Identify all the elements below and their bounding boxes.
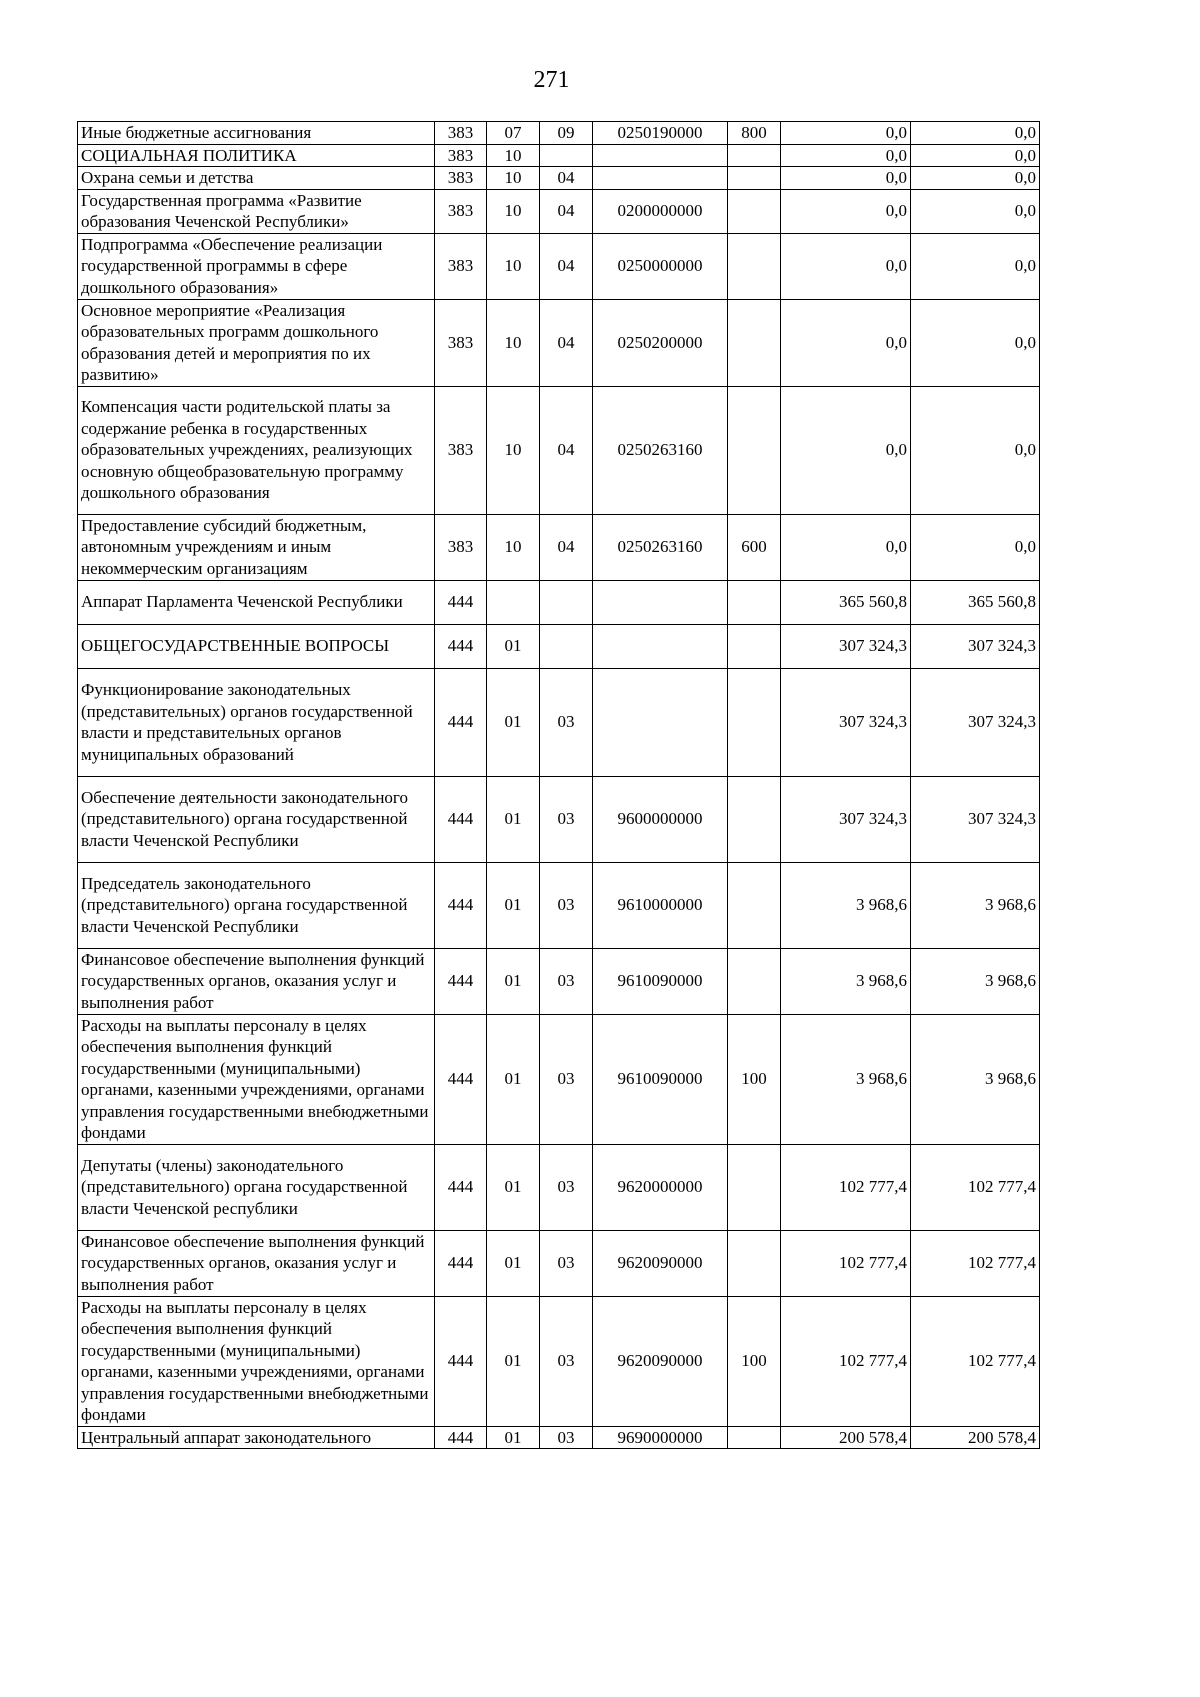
cell-section: 01 xyxy=(487,1230,540,1296)
cell-name: Председатель законодательного (представительного) органа государственной власти Чеченской Республики xyxy=(78,862,435,948)
cell-amount-1: 0,0 xyxy=(781,299,911,386)
cell-amount-1: 0,0 xyxy=(781,144,911,167)
cell-expense-type xyxy=(728,299,781,386)
cell-expense-type xyxy=(728,776,781,862)
cell-admin-code: 444 xyxy=(435,1144,487,1230)
cell-expense-type xyxy=(728,233,781,299)
cell-section: 01 xyxy=(487,1296,540,1426)
cell-target-article: 0250263160 xyxy=(593,386,728,514)
cell-subsection: 03 xyxy=(540,1296,593,1426)
cell-expense-type xyxy=(728,386,781,514)
table-row xyxy=(78,233,1040,299)
cell-subsection: 03 xyxy=(540,1426,593,1449)
cell-amount-2: 102 777,4 xyxy=(911,1296,1040,1426)
cell-amount-2: 0,0 xyxy=(911,167,1040,190)
cell-admin-code: 444 xyxy=(435,668,487,776)
cell-amount-1: 307 324,3 xyxy=(781,776,911,862)
cell-name: Расходы на выплаты персоналу в целях обеспечения выполнения функций государственными (муниципальными) органами, казенными учреждениями, органами управления государственными внебюджетными фондами xyxy=(78,1014,435,1144)
cell-target-article xyxy=(593,624,728,668)
cell-name: СОЦИАЛЬНАЯ ПОЛИТИКА xyxy=(78,144,435,167)
table-row xyxy=(78,189,1040,233)
cell-amount-1: 0,0 xyxy=(781,122,911,145)
cell-expense-type xyxy=(728,144,781,167)
cell-expense-type xyxy=(728,948,781,1014)
cell-section: 01 xyxy=(487,624,540,668)
cell-amount-2: 0,0 xyxy=(911,386,1040,514)
table-row xyxy=(78,1230,1040,1296)
cell-admin-code: 444 xyxy=(435,862,487,948)
cell-subsection: 04 xyxy=(540,233,593,299)
cell-amount-1: 3 968,6 xyxy=(781,862,911,948)
cell-subsection: 03 xyxy=(540,1144,593,1230)
cell-name: Подпрограмма «Обеспечение реализации государственной программы в сфере дошкольного образования» xyxy=(78,233,435,299)
cell-admin-code: 383 xyxy=(435,514,487,580)
cell-subsection: 03 xyxy=(540,1230,593,1296)
table-body xyxy=(78,122,1040,1449)
cell-target-article: 9620000000 xyxy=(593,1144,728,1230)
cell-target-article: 0250263160 xyxy=(593,514,728,580)
cell-target-article: 9610000000 xyxy=(593,862,728,948)
cell-admin-code: 444 xyxy=(435,948,487,1014)
cell-subsection: 03 xyxy=(540,948,593,1014)
cell-expense-type xyxy=(728,624,781,668)
table-row xyxy=(78,1426,1040,1449)
cell-amount-2: 102 777,4 xyxy=(911,1230,1040,1296)
cell-name: Функционирование законодательных (представительных) органов государственной власти и представительных органов муниципальных образований xyxy=(78,668,435,776)
cell-subsection xyxy=(540,144,593,167)
table-row xyxy=(78,1296,1040,1426)
page-number: 271 xyxy=(533,67,570,93)
cell-name: Центральный аппарат законодательного xyxy=(78,1426,435,1449)
cell-admin-code: 444 xyxy=(435,624,487,668)
cell-subsection: 04 xyxy=(540,189,593,233)
cell-amount-2: 307 324,3 xyxy=(911,776,1040,862)
cell-target-article: 0250200000 xyxy=(593,299,728,386)
cell-amount-1: 3 968,6 xyxy=(781,948,911,1014)
cell-amount-1: 200 578,4 xyxy=(781,1426,911,1449)
cell-section: 10 xyxy=(487,299,540,386)
cell-section: 10 xyxy=(487,514,540,580)
cell-target-article xyxy=(593,668,728,776)
table-row xyxy=(78,862,1040,948)
cell-section: 10 xyxy=(487,233,540,299)
cell-target-article xyxy=(593,580,728,624)
cell-section: 10 xyxy=(487,386,540,514)
cell-target-article: 9610090000 xyxy=(593,1014,728,1144)
cell-subsection: 03 xyxy=(540,776,593,862)
cell-target-article: 0250190000 xyxy=(593,122,728,145)
cell-section: 01 xyxy=(487,776,540,862)
cell-target-article: 0200000000 xyxy=(593,189,728,233)
cell-expense-type xyxy=(728,862,781,948)
cell-section xyxy=(487,580,540,624)
cell-section: 10 xyxy=(487,189,540,233)
cell-amount-2: 0,0 xyxy=(911,144,1040,167)
cell-section: 10 xyxy=(487,144,540,167)
cell-admin-code: 444 xyxy=(435,1230,487,1296)
cell-expense-type: 100 xyxy=(728,1014,781,1144)
table-row xyxy=(78,624,1040,668)
cell-expense-type xyxy=(728,167,781,190)
cell-section: 10 xyxy=(487,167,540,190)
cell-amount-2: 0,0 xyxy=(911,299,1040,386)
cell-name: Аппарат Парламента Чеченской Республики xyxy=(78,580,435,624)
cell-expense-type xyxy=(728,1144,781,1230)
cell-amount-2: 0,0 xyxy=(911,122,1040,145)
cell-amount-2: 0,0 xyxy=(911,189,1040,233)
cell-amount-2: 200 578,4 xyxy=(911,1426,1040,1449)
cell-subsection xyxy=(540,580,593,624)
cell-expense-type: 100 xyxy=(728,1296,781,1426)
cell-amount-2: 307 324,3 xyxy=(911,668,1040,776)
cell-subsection: 04 xyxy=(540,167,593,190)
cell-expense-type: 600 xyxy=(728,514,781,580)
cell-admin-code: 444 xyxy=(435,776,487,862)
cell-admin-code: 444 xyxy=(435,1014,487,1144)
cell-amount-1: 0,0 xyxy=(781,233,911,299)
cell-section: 01 xyxy=(487,1014,540,1144)
cell-admin-code: 383 xyxy=(435,167,487,190)
cell-expense-type xyxy=(728,1230,781,1296)
table-row xyxy=(78,1014,1040,1144)
cell-amount-2: 365 560,8 xyxy=(911,580,1040,624)
cell-target-article: 9600000000 xyxy=(593,776,728,862)
cell-section: 01 xyxy=(487,948,540,1014)
cell-admin-code: 383 xyxy=(435,299,487,386)
cell-expense-type: 800 xyxy=(728,122,781,145)
cell-amount-1: 307 324,3 xyxy=(781,668,911,776)
table-row xyxy=(78,948,1040,1014)
cell-name: Расходы на выплаты персоналу в целях обеспечения выполнения функций государственными (муниципальными) органами, казенными учреждениями, органами управления государственными внебюджетными фондами xyxy=(78,1296,435,1426)
cell-admin-code: 444 xyxy=(435,580,487,624)
table-row xyxy=(78,1144,1040,1230)
cell-name: Компенсация части родительской платы за содержание ребенка в государственных образовательных учреждениях, реализующих основную общеобразовательную программу дошкольного образования xyxy=(78,386,435,514)
budget-table xyxy=(77,121,1040,1449)
cell-target-article: 9620090000 xyxy=(593,1230,728,1296)
table-row xyxy=(78,167,1040,190)
cell-section: 01 xyxy=(487,1426,540,1449)
cell-subsection: 09 xyxy=(540,122,593,145)
cell-admin-code: 444 xyxy=(435,1296,487,1426)
cell-admin-code: 383 xyxy=(435,144,487,167)
cell-name: Обеспечение деятельности законодательного (представительного) органа государственной власти Чеченской Республики xyxy=(78,776,435,862)
cell-amount-1: 102 777,4 xyxy=(781,1230,911,1296)
cell-target-article: 9690000000 xyxy=(593,1426,728,1449)
cell-target-article: 9620090000 xyxy=(593,1296,728,1426)
cell-admin-code: 383 xyxy=(435,189,487,233)
cell-amount-2: 0,0 xyxy=(911,514,1040,580)
cell-amount-2: 102 777,4 xyxy=(911,1144,1040,1230)
cell-subsection xyxy=(540,624,593,668)
cell-subsection: 03 xyxy=(540,668,593,776)
cell-expense-type xyxy=(728,580,781,624)
table-row xyxy=(78,386,1040,514)
cell-target-article: 0250000000 xyxy=(593,233,728,299)
cell-name: ОБЩЕГОСУДАРСТВЕННЫЕ ВОПРОСЫ xyxy=(78,624,435,668)
table-row xyxy=(78,668,1040,776)
cell-target-article xyxy=(593,167,728,190)
cell-target-article xyxy=(593,144,728,167)
cell-admin-code: 383 xyxy=(435,122,487,145)
cell-amount-1: 365 560,8 xyxy=(781,580,911,624)
cell-target-article: 9610090000 xyxy=(593,948,728,1014)
cell-subsection: 04 xyxy=(540,299,593,386)
cell-admin-code: 383 xyxy=(435,233,487,299)
cell-expense-type xyxy=(728,1426,781,1449)
cell-section: 01 xyxy=(487,862,540,948)
cell-expense-type xyxy=(728,668,781,776)
table-row xyxy=(78,776,1040,862)
cell-amount-2: 3 968,6 xyxy=(911,1014,1040,1144)
cell-amount-1: 307 324,3 xyxy=(781,624,911,668)
table-row xyxy=(78,580,1040,624)
cell-amount-2: 307 324,3 xyxy=(911,624,1040,668)
cell-amount-1: 0,0 xyxy=(781,189,911,233)
cell-name: Финансовое обеспечение выполнения функций государственных органов, оказания услуг и выполнения работ xyxy=(78,1230,435,1296)
cell-amount-2: 3 968,6 xyxy=(911,948,1040,1014)
cell-name: Предоставление субсидий бюджетным, автономным учреждениям и иным некоммерческим организациям xyxy=(78,514,435,580)
cell-name: Иные бюджетные ассигнования xyxy=(78,122,435,145)
cell-section: 01 xyxy=(487,668,540,776)
cell-name: Охрана семьи и детства xyxy=(78,167,435,190)
cell-section: 07 xyxy=(487,122,540,145)
table-row xyxy=(78,514,1040,580)
cell-amount-1: 102 777,4 xyxy=(781,1144,911,1230)
table-row xyxy=(78,144,1040,167)
cell-name: Финансовое обеспечение выполнения функций государственных органов, оказания услуг и выполнения работ xyxy=(78,948,435,1014)
cell-admin-code: 383 xyxy=(435,386,487,514)
cell-section: 01 xyxy=(487,1144,540,1230)
cell-subsection: 03 xyxy=(540,1014,593,1144)
cell-subsection: 03 xyxy=(540,862,593,948)
cell-amount-2: 0,0 xyxy=(911,233,1040,299)
cell-expense-type xyxy=(728,189,781,233)
cell-amount-1: 102 777,4 xyxy=(781,1296,911,1426)
cell-amount-1: 0,0 xyxy=(781,386,911,514)
cell-amount-1: 0,0 xyxy=(781,514,911,580)
cell-admin-code: 444 xyxy=(435,1426,487,1449)
cell-name: Основное мероприятие «Реализация образовательных программ дошкольного образования детей и мероприятия по их развитию» xyxy=(78,299,435,386)
cell-subsection: 04 xyxy=(540,514,593,580)
cell-amount-2: 3 968,6 xyxy=(911,862,1040,948)
cell-subsection: 04 xyxy=(540,386,593,514)
cell-name: Депутаты (члены) законодательного (представительного) органа государственной власти Чеченской республики xyxy=(78,1144,435,1230)
cell-amount-1: 0,0 xyxy=(781,167,911,190)
cell-amount-1: 3 968,6 xyxy=(781,1014,911,1144)
cell-name: Государственная программа «Развитие образования Чеченской Республики» xyxy=(78,189,435,233)
table-row xyxy=(78,122,1040,145)
table-row xyxy=(78,299,1040,386)
